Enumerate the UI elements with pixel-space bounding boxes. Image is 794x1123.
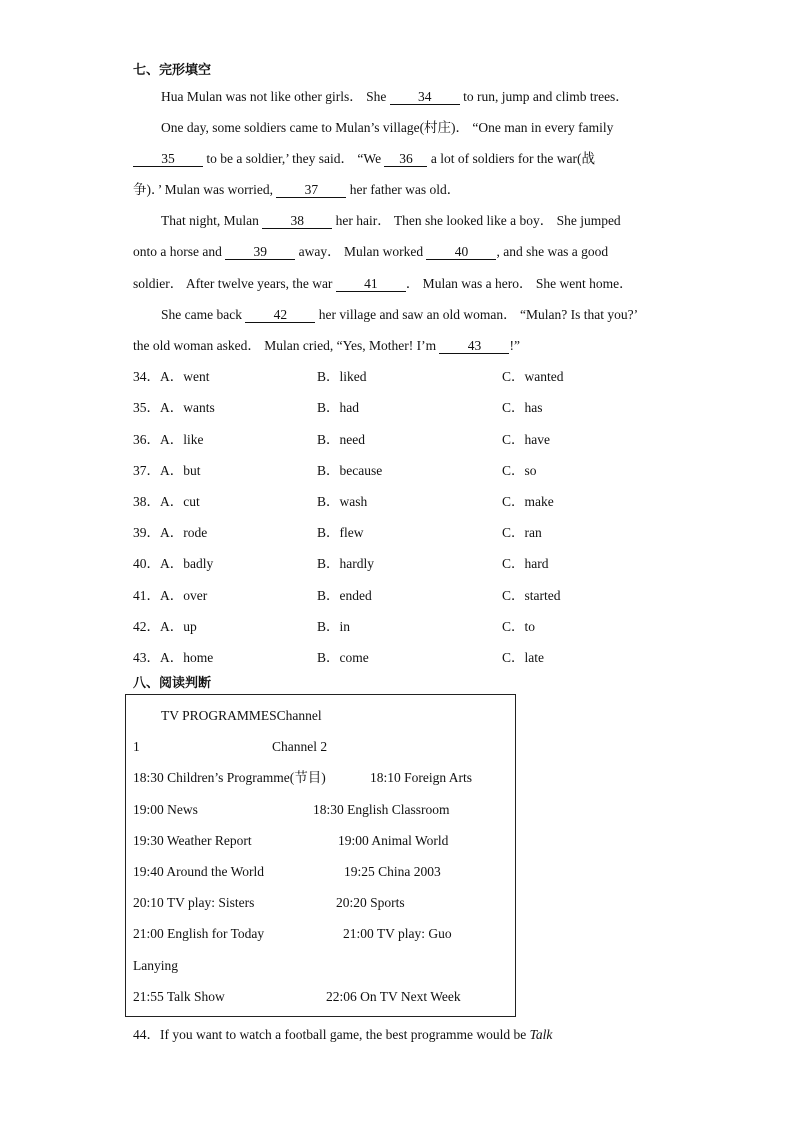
option-a[interactable]: A．home [160,650,214,665]
tv-row-left: 20:10 TV play: Sisters [133,895,255,910]
option-a[interactable]: A．badly [160,556,214,571]
option-num: 43． [133,650,160,665]
tv-row-right: 18:10 Foreign Arts [370,770,473,785]
option-b[interactable]: B．come [317,650,369,665]
option-b[interactable]: B．because [317,463,383,478]
passage-line-8: She came back 42 her village and saw an old woman． “Mulan? Is that you?’ [161,307,639,322]
blank-39[interactable]: 39 [225,245,295,260]
option-num: 40． [133,556,160,571]
blank-43[interactable]: 43 [439,339,509,354]
tv-row-left: 21:00 English for Today [133,926,265,941]
option-c[interactable]: C．ran [502,525,542,540]
blank-41[interactable]: 41 [336,277,406,292]
tv-row-wrap: Lanying [133,958,178,973]
blank-40[interactable]: 40 [426,245,496,260]
option-b[interactable]: B．need [317,432,365,447]
blank-35[interactable]: 35 [133,152,203,167]
tv-row-right: 20:20 Sports [336,895,405,910]
blank-38[interactable]: 38 [262,214,332,229]
tv-row-right: 21:00 TV play: Guo [343,926,452,941]
blank-42[interactable]: 42 [245,308,315,323]
option-b[interactable]: B．liked [317,369,367,384]
option-c[interactable]: C．wanted [502,369,564,384]
option-c[interactable]: C．to [502,619,536,634]
option-b[interactable]: B．wash [317,494,368,509]
tv-row-left: 19:30 Weather Report [133,833,252,848]
tv-row-left: 18:30 Children’s Programme(节目) [133,770,326,785]
tv-row-left: 21:55 Talk Show [133,989,225,1004]
passage-line-3: 35 to be a soldier,’ they said． “We 36 a lot of soldiers for the war(战 [133,151,595,167]
option-c[interactable]: C．late [502,650,544,665]
tv-row-left: 19:00 News [133,802,198,817]
option-num: 35． [133,400,160,415]
tv-row-left: 19:40 Around the World [133,864,265,879]
question-44: 44．If you want to watch a football game, the best programme would be Talk [133,1027,553,1042]
section-heading-cloze: 七、完形填空 [133,63,212,78]
option-c[interactable]: C．started [502,588,561,603]
tv-row-right: 18:30 English Classroom [313,802,450,817]
blank-37[interactable]: 37 [276,183,346,198]
option-num: 41． [133,588,160,603]
section-heading-reading: 八、阅读判断 [133,676,212,691]
option-c[interactable]: C．have [502,432,550,447]
passage-line-1: Hua Mulan was not like other girls． She 34 to run, jump and climb trees． [161,89,629,104]
tv-row-right: 19:25 China 2003 [344,864,441,879]
option-c[interactable]: C．make [502,494,554,509]
passage-line-7: soldier． After twelve years, the war 41 ． Mulan was a hero． She went home． [133,276,633,291]
option-num: 39． [133,525,160,540]
option-num: 38． [133,494,160,509]
option-a[interactable]: A．rode [160,525,208,540]
option-c[interactable]: C．hard [502,556,549,571]
option-num: 34． [133,369,160,384]
option-b[interactable]: B．hardly [317,556,374,571]
option-a[interactable]: A．like [160,432,204,447]
option-num: 37． [133,463,160,478]
blank-36[interactable]: 36 [384,152,427,167]
passage-line-6: onto a horse and 39 away． Mulan worked 40 , and she was a good [133,244,609,259]
tv-row-right: 22:06 On TV Next Week [326,989,461,1004]
passage-line-5: That night, Mulan 38 her hair． Then she looked like a boy． She jumped [161,213,621,228]
channel-1-number: 1 [133,739,140,754]
blank-34[interactable]: 34 [390,90,460,105]
tv-row-right: 19:00 Animal World [338,833,449,848]
option-a[interactable]: A．went [160,369,210,384]
option-a[interactable]: A．wants [160,400,215,415]
channel-2-heading: Channel 2 [272,739,328,754]
option-b[interactable]: B．had [317,400,359,415]
option-b[interactable]: B．in [317,619,351,634]
option-num: 42． [133,619,160,634]
passage-line-2: One day, some soldiers came to Mulan’s village(村庄)． “One man in every family [161,120,614,135]
passage-line-4: 争)．’ Mulan was worried, 37 her father was old． [133,182,461,197]
option-b[interactable]: B．flew [317,525,364,540]
option-a[interactable]: A．over [160,588,208,603]
option-c[interactable]: C．so [502,463,537,478]
option-b[interactable]: B．ended [317,588,372,603]
option-c[interactable]: C．has [502,400,543,415]
option-a[interactable]: A．cut [160,494,200,509]
option-a[interactable]: A．up [160,619,197,634]
tv-title: TV PROGRAMMESChannel [161,708,322,723]
option-num: 36． [133,432,160,447]
option-a[interactable]: A．but [160,463,201,478]
passage-line-9: the old woman asked． Mulan cried, “Yes, Mother! I’m 43 !” [133,338,520,353]
